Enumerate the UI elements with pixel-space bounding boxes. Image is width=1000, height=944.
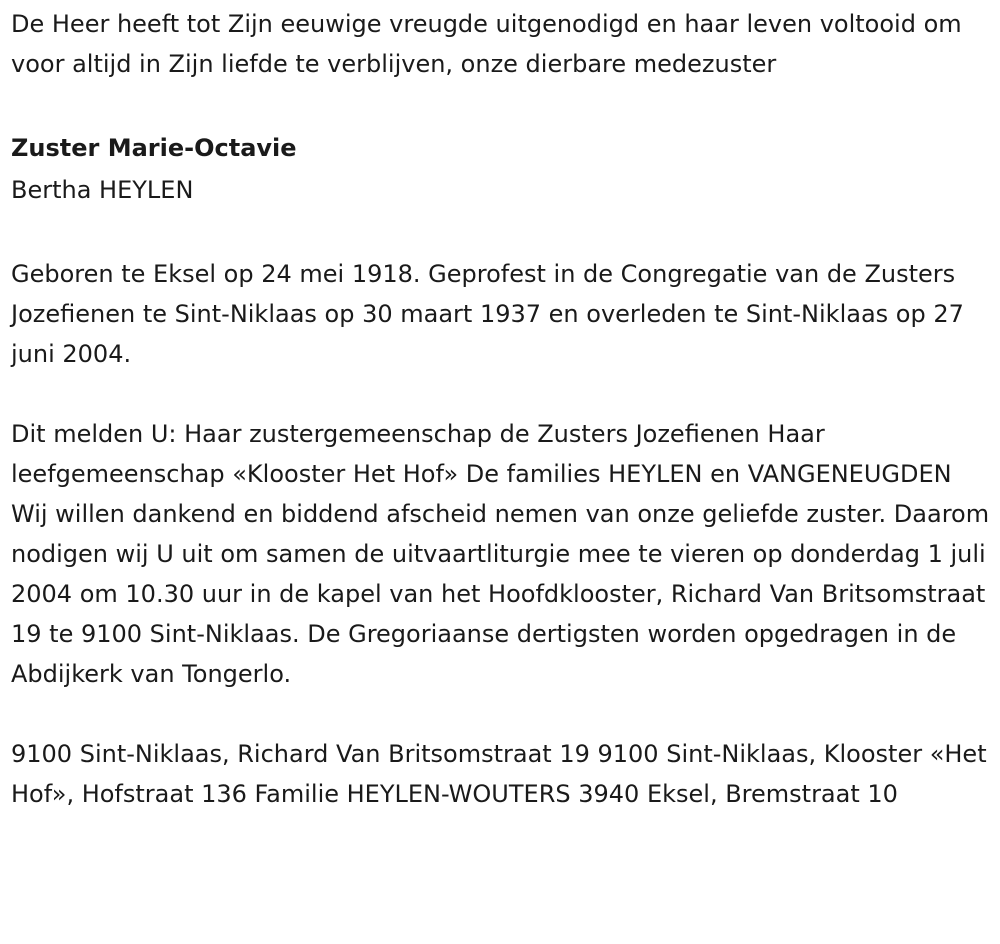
addresses-paragraph: 9100 Sint-Niklaas, Richard Van Britsomstraat 19 9100 Sint-Niklaas, Klooster «Het Hof», Hofstraat 136 Familie HEYLEN-WOUTERS 3940 Eksel, Bremstraat 10 (11, 740, 987, 808)
spacer (11, 694, 990, 734)
spacer (11, 374, 990, 414)
spacer (11, 84, 990, 124)
birth-name: Bertha HEYLEN (11, 176, 194, 204)
life-details-paragraph: Geboren te Eksel op 24 mei 1918. Geprofest in de Congregatie van de Zusters Jozefienen te Sint-Niklaas op 30 maart 1937 en overleden te Sint-Niklaas op 27 juni 2004. (11, 260, 964, 368)
intro-paragraph: De Heer heeft tot Zijn eeuwige vreugde uitgenodigd en haar leven voltooid om voor altijd in Zijn liefde te verblijven, onze dierbare medezuster (11, 10, 962, 78)
spacer (11, 214, 990, 254)
religious-name: Zuster Marie-Octavie (11, 134, 297, 162)
announcement-paragraph: Dit melden U: Haar zustergemeenschap de Zusters Jozefienen Haar leefgemeenschap «Klooster Het Hof» De families HEYLEN en VANGENEUGDEN Wij willen dankend en biddend afscheid nemen van onze geliefde zuster. Daarom nodigen wij U uit om samen de uitvaartliturgie mee te vieren op donderdag 1 juli 2004 om 10.30 uur in de kapel van het Hoofdklooster, Richard Van Britsomstraat 19 te 9100 Sint-Niklaas. De Gregoriaanse dertigsten worden opgedragen in de Abdijkerk van Tongerlo. (11, 420, 990, 688)
